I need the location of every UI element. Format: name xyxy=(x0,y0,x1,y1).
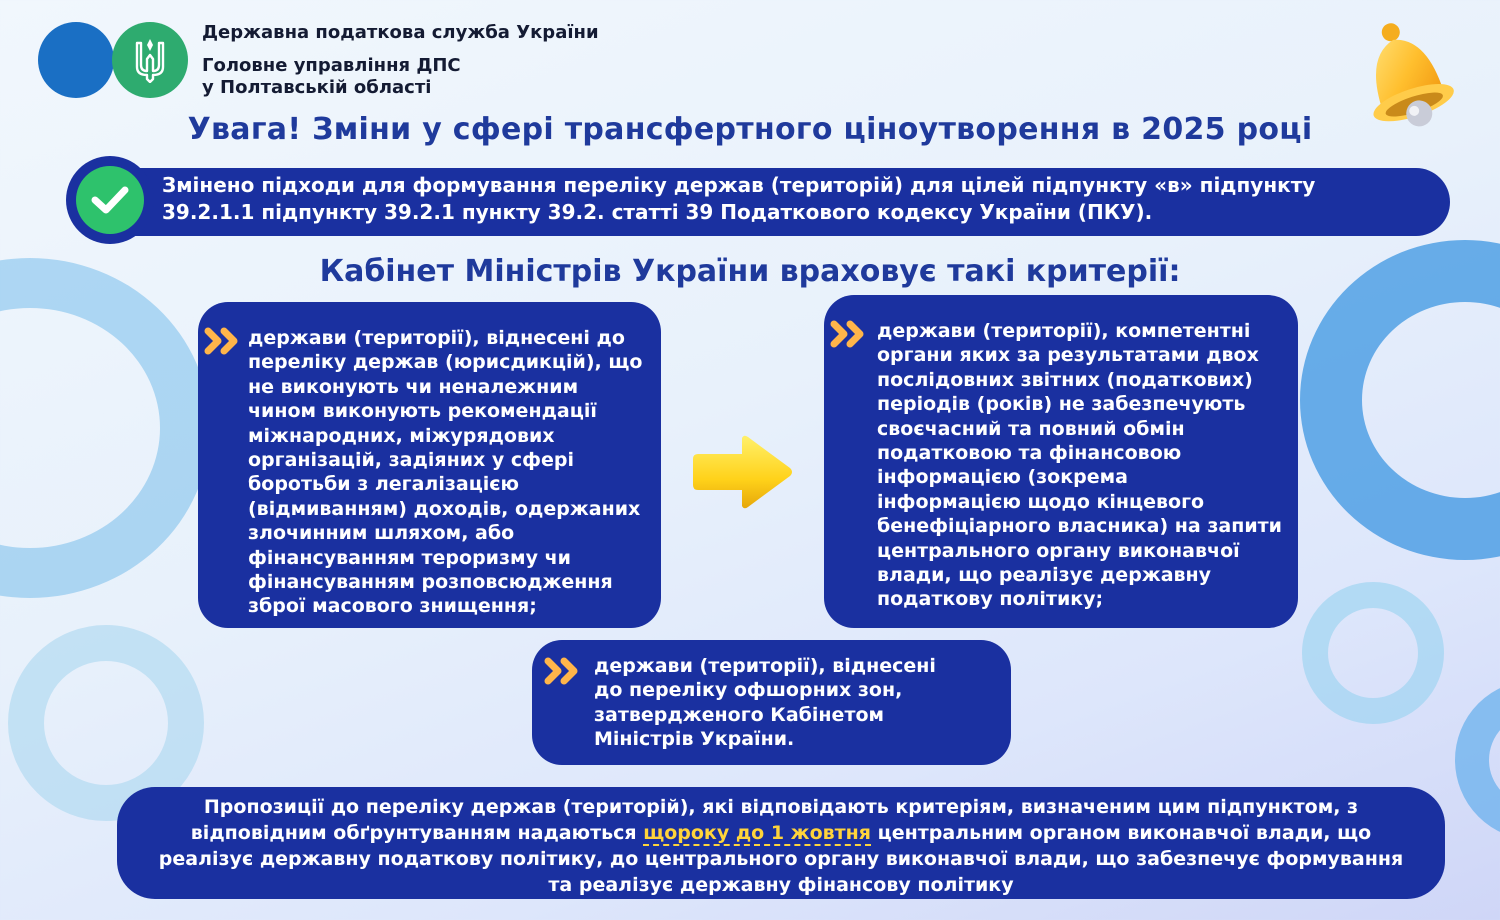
proposal-note-text: центральним органом виконавчої влади, що xyxy=(877,822,1372,844)
criterion-line: організацій, задіяних у сфері xyxy=(248,449,574,472)
criterion-line: періодів (років) не забезпечують xyxy=(877,393,1246,416)
criterion-line: до переліку офшорних зон, xyxy=(594,679,903,702)
trident-icon xyxy=(133,37,167,83)
page-title: Увага! Зміни у сфері трансфертного ціноутворення в 2025 році xyxy=(187,112,1313,147)
logo-blue-circle xyxy=(38,22,114,98)
logo-emblem xyxy=(112,22,188,98)
criterion-line: органи яких за результатами двох xyxy=(877,344,1259,367)
criterion-line: держави (території), компетентні xyxy=(877,320,1251,342)
criterion-line: фінансуванням розповсюдження xyxy=(248,571,613,594)
criterion-card-1 xyxy=(198,302,661,628)
org-department xyxy=(202,55,461,99)
criterion-line: переліку держав (юрисдикцій), що xyxy=(248,351,643,374)
proposal-note-line3: реалізує державну податкову політику, до центрального органу виконавчої влади, що забезпечує формування xyxy=(158,848,1404,870)
criterion-line: інформацією щодо кінцевого xyxy=(877,490,1205,513)
criterion-line: бенефіціарного власника) на запити xyxy=(877,515,1282,538)
check-icon xyxy=(90,185,130,215)
criterion-line: влади, що реалізує державну xyxy=(877,564,1212,587)
criterion-line: центрального органу виконавчої xyxy=(877,539,1240,562)
proposal-note-line2 xyxy=(147,820,1415,846)
criterion-line: фінансуванням тероризму чи xyxy=(248,546,571,569)
criterion-line: (відмиванням) доходів, одержаних xyxy=(248,497,641,520)
criterion-line: боротьби з легалізацією xyxy=(248,473,520,496)
criterion-line: Міністрів України. xyxy=(594,728,795,751)
criterion-line: не виконують чи неналежним xyxy=(248,375,579,398)
org-name: Державна податкова служба України xyxy=(202,22,599,43)
criterion-line: зброї масового знищення; xyxy=(248,595,537,618)
change-notice-line1: Змінено підходи для формування переліку держав (територій) для цілей підпункту «в» підпункту xyxy=(162,173,1316,197)
criterion-line: податковою та фінансовою xyxy=(877,442,1182,465)
criterion-line: інформацією (зокрема xyxy=(877,466,1128,489)
change-notice-line2: 39.2.1.1 підпункту 39.2.1 пункту 39.2. статті 39 Податкового кодексу України (ПКУ). xyxy=(162,200,1153,224)
proposal-note xyxy=(117,787,1445,899)
proposal-note-line1: Пропозиції до переліку держав (територій), які відповідають критеріям, визначеним цим підпунктом, з xyxy=(203,796,1359,818)
criterion-line: затвердженого Кабінетом xyxy=(594,703,885,726)
decor-ring-left-top xyxy=(0,258,210,598)
double-chevron-icon xyxy=(544,656,584,686)
decor-ring-right-middle xyxy=(1302,582,1444,724)
criterion-line: міжнародних, міжурядових xyxy=(248,424,555,447)
double-chevron-icon xyxy=(204,326,244,356)
criterion-line: держави (території), віднесені до xyxy=(248,327,625,349)
arrow-right-icon xyxy=(690,432,796,512)
check-badge xyxy=(76,166,144,234)
criterion-line: податкову політику; xyxy=(877,588,1104,611)
change-notice-text xyxy=(162,172,1447,226)
criterion-line: чином виконують рекомендації xyxy=(248,400,597,423)
criterion-card-2 xyxy=(824,295,1298,628)
criteria-title: Кабінет Міністрів України враховує такі критерії: xyxy=(319,254,1181,289)
org-department-line1: Головне управління ДПС xyxy=(202,55,461,76)
criterion-line: держави (території), віднесені xyxy=(594,655,936,677)
org-department-line2: у Полтавській області xyxy=(202,77,432,98)
criterion-card-3 xyxy=(532,640,1011,765)
decor-ring-right-bottom xyxy=(1455,680,1500,840)
deadline-highlight: щороку до 1 жовтня xyxy=(643,822,871,844)
double-chevron-icon xyxy=(830,319,870,349)
criterion-line: послідовних звітних (податкових) xyxy=(877,368,1253,391)
criterion-line: своєчасний та повний обмін xyxy=(877,417,1185,440)
criterion-line: злочинним шляхом, або xyxy=(248,522,515,545)
proposal-note-text: відповідним обґрунтуванням надаються xyxy=(190,822,637,844)
proposal-note-line4: та реалізує державну фінансову політику xyxy=(548,874,1014,896)
